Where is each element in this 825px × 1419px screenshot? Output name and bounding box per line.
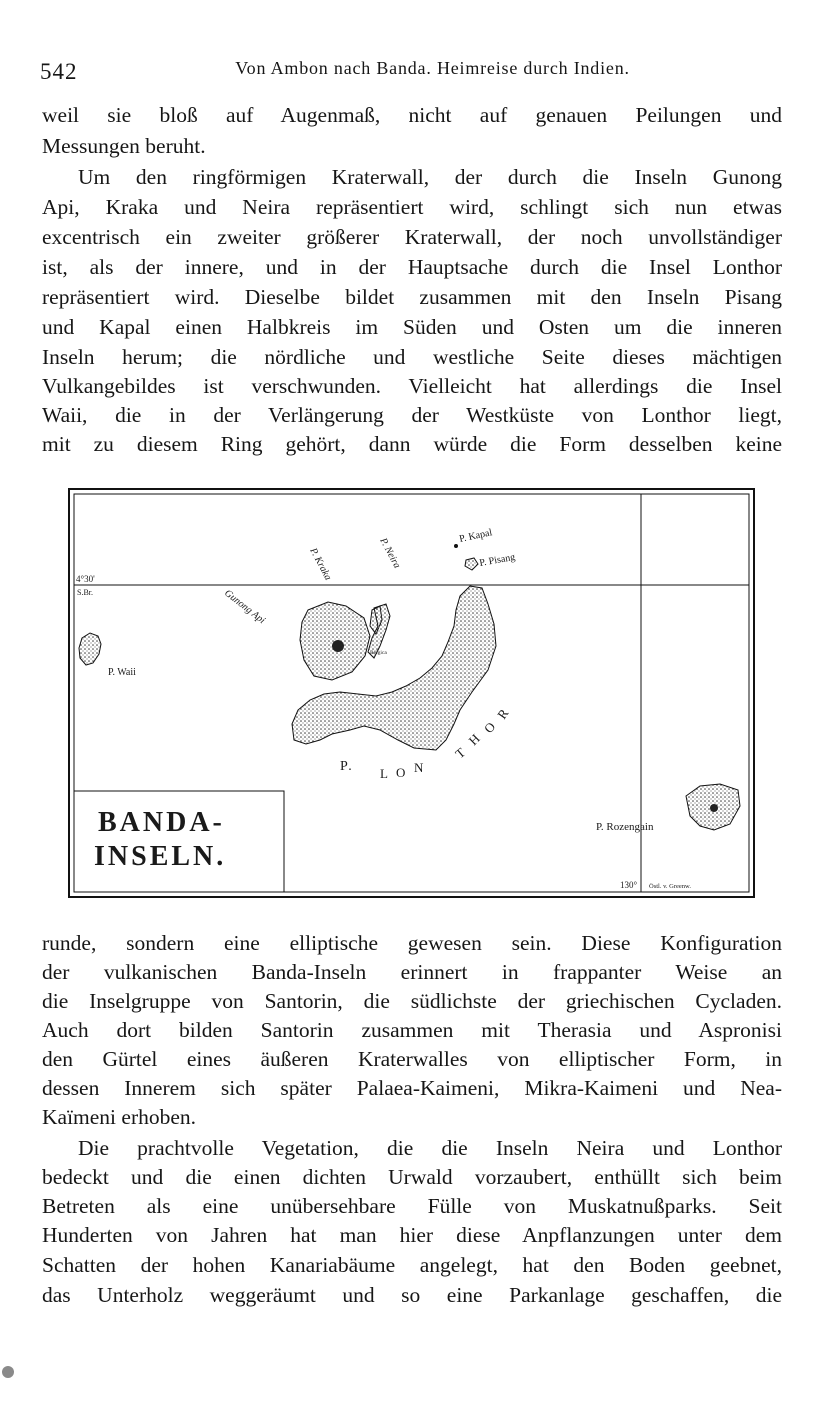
running-head: Von Ambon nach Banda. Heimreise durch Indien. [235,58,630,78]
latitude-label: 4°30' [76,574,95,584]
text-line: der vulkanischen Banda-Inseln erinnert in frappanter Weise an [42,960,782,984]
text-line: Messungen beruht. [42,134,206,158]
text-line: Um den ringförmigen Kraterwall, der durch die Inseln Gunong [78,165,782,189]
text-line: das Unterholz weggeräumt und so eine Parkanlage geschaffen, die [42,1283,782,1307]
text-line: Vulkangebildes ist verschwunden. Vielleicht hat allerdings die Insel [42,374,782,398]
label-kraka: P. Kraka [307,546,334,583]
label-lonthor-letter: O [480,719,499,736]
text-line: Kaïmeni erhoben. [42,1105,197,1129]
map-title-line-1: BANDA- [98,807,225,838]
text-line: den Gürtel eines äußeren Kraterwalles von elliptischer Form, in [42,1047,782,1071]
text-line: weil sie bloß auf Augenmaß, nicht auf genauen Peilungen und [42,103,782,127]
label-lonthor-letter: L [380,766,388,781]
label-kapal: P. Kapal [458,527,494,545]
crater-rozengain [710,804,718,812]
map-title-line-2: INSELN. [94,841,227,872]
label-lonthor-prefix: P. [340,759,354,774]
text-line: Api, Kraka und Neira repräsentiert wird, schlingt sich nun etwas [42,195,782,219]
island-pisang [465,558,478,570]
longitude-sub-label: Östl. v. Greenw. [649,883,691,890]
text-line: Inseln herum; die nördliche und westliche Seite dieses mächtigen [42,345,782,369]
text-line: Waii, die in der Verlängerung der Westküste von Lonthor liegt, [42,403,782,427]
text-line: Die prachtvolle Vegetation, die die Inseln Neira und Lonthor [78,1136,782,1160]
longitude-label: 130° [620,880,638,890]
ink-stain [2,1366,14,1378]
label-neira: P. Neira [377,536,403,571]
label-pisang: P. Pisang [478,551,517,569]
text-line: excentrisch ein zweiter größerer Kraterwall, der noch unvollständiger [42,225,782,249]
page-number: 542 [40,59,78,84]
island-kapal [454,544,458,548]
label-lonthor-letter: N [414,760,424,775]
label-belgica: Belgica [370,650,387,656]
label-lonthor-letter: O [396,765,406,780]
text-line: und Kapal einen Halbkreis im Süden und Osten um die inneren [42,315,782,339]
text-line: Hunderten von Jahren hat man hier diese Anpflanzungen unter dem [42,1223,782,1247]
label-lonthor-letter: H [465,730,483,749]
text-line: mit zu diesem Ring gehört, dann würde die Form desselben keine [42,432,782,456]
label-rozengain: P. Rozengain [596,821,654,833]
crater-gunong-api [332,640,344,652]
text-line: Schatten der hohen Kanariabäume angelegt, hat den Boden geebnet, [42,1253,782,1277]
text-line: Auch dort bilden Santorin zusammen mit Therasia und Aspronisi [42,1018,782,1042]
text-line: ist, als der innere, und in der Hauptsache durch die Insel Lonthor [42,255,782,279]
text-line: Betreten als eine unübersehbare Fülle von Muskatnußparks. Seit [42,1194,782,1218]
label-lonthor-letter: R [494,706,512,722]
text-line: repräsentiert wird. Dieselbe bildet zusammen mit den Inseln Pisang [42,285,782,309]
text-line: die Inselgruppe von Santorin, die südlichste der griechischen Cycladen. [42,989,782,1013]
latitude-sub-label: S.Br. [77,588,94,597]
text-line: dessen Innerem sich später Palaea-Kaimeni, Mikra-Kaimeni und Nea- [42,1076,782,1100]
label-lonthor-letter: T [452,744,469,762]
text-line: bedeckt und die einen dichten Urwald vorzaubert, enthüllt sich beim [42,1165,782,1189]
label-waii: P. Waii [108,667,136,678]
text-line: runde, sondern eine elliptische gewesen sein. Diese Konfiguration [42,931,782,955]
label-gunong-api: Gunong Api [222,587,268,627]
running-header [40,56,785,86]
banda-islands-map [68,488,755,898]
island-waii [79,633,101,665]
